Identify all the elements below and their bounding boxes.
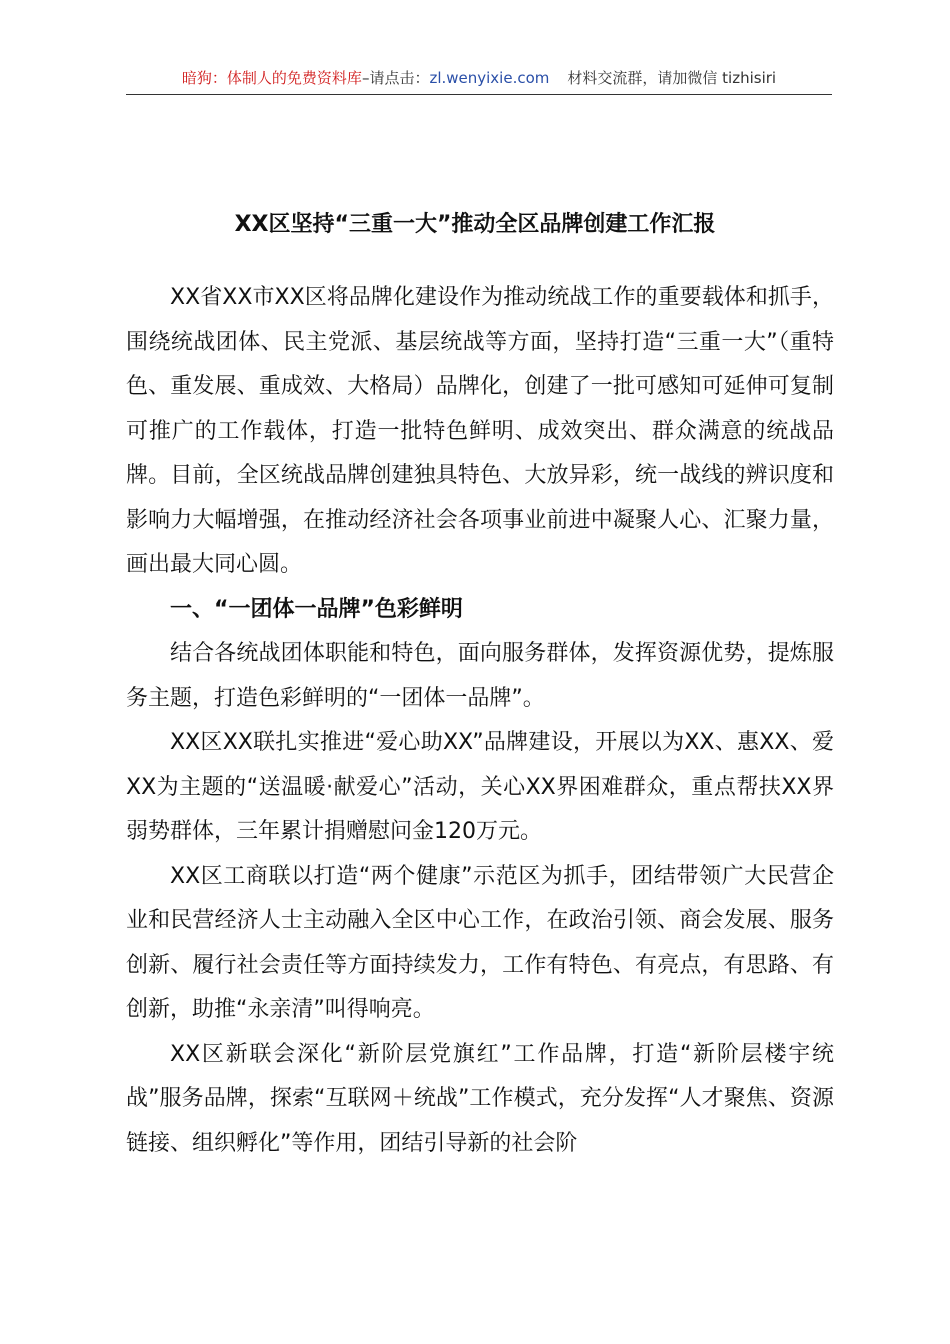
header-click-prompt: –请点击： xyxy=(361,69,430,87)
section-1-heading: 一、“一团体一品牌”色彩鲜明 xyxy=(170,596,463,622)
section-1-paragraph-3: XX区工商联以打造“两个健康”示范区为抓手，团结带领广大民营企业和民营经济人士主动融入全区中心工作，在政治引领、商会发展、服务创新、履行社会责任等方面持续发力，工作有特色、有亮点，有思路、有创新，助推“永亲清”叫得响亮。 xyxy=(126,863,834,1022)
section-1-paragraph-1: 结合各统战团体职能和特色，面向服务群体，发挥资源优势，提炼服务主题，打造色彩鲜明的“一团体一品牌”。 xyxy=(126,641,834,711)
section-1-paragraph-2: XX区XX联扎实推进“爱心助XX”品牌建设，开展以为XX、惠XX、爱XX为主题的“送温暖·献爱心”活动，关心XX界困难群众，重点帮扶XX界弱势群体，三年累计捐赠慰问金120万元。 xyxy=(126,730,834,844)
document-title: XX区坚持“三重一大”推动全区品牌创建工作汇报 xyxy=(234,212,716,237)
header-wechat-note: 材料交流群，请加微信 tizhisiri xyxy=(567,69,777,87)
page-header xyxy=(126,62,832,95)
header-promo-title: 暗狗：体制人的免费资料库 xyxy=(181,69,362,87)
section-1-paragraph-4: XX区新联会深化“新阶层党旗红”工作品牌，打造“新阶层楼宇统战”服务品牌，探索“互联网＋统战”工作模式，充分发挥“人才聚焦、资源链接、组织孵化”等作用，团结引导新的社会阶 xyxy=(126,1041,834,1156)
intro-paragraph: XX省XX市XX区将品牌化建设作为推动统战工作的重要载体和抓手，围绕统战团体、民主党派、基层统战等方面，坚持打造“三重一大”（重特色、重发展、重成效、大格局）品牌化，创建了一批可感知可延伸可复制可推广的工作载体，打造一批特色鲜明、成效突出、群众满意的统战品牌。目前，全区统战品牌创建独具特色、大放异彩，统一战线的辨识度和影响力大幅增强，在推动经济社会各项事业前进中凝聚人心、汇聚力量，画出最大同心圆。 xyxy=(126,285,834,577)
document-body xyxy=(126,276,834,1166)
header-url-link[interactable]: zl.wenyixie.com xyxy=(429,69,550,87)
